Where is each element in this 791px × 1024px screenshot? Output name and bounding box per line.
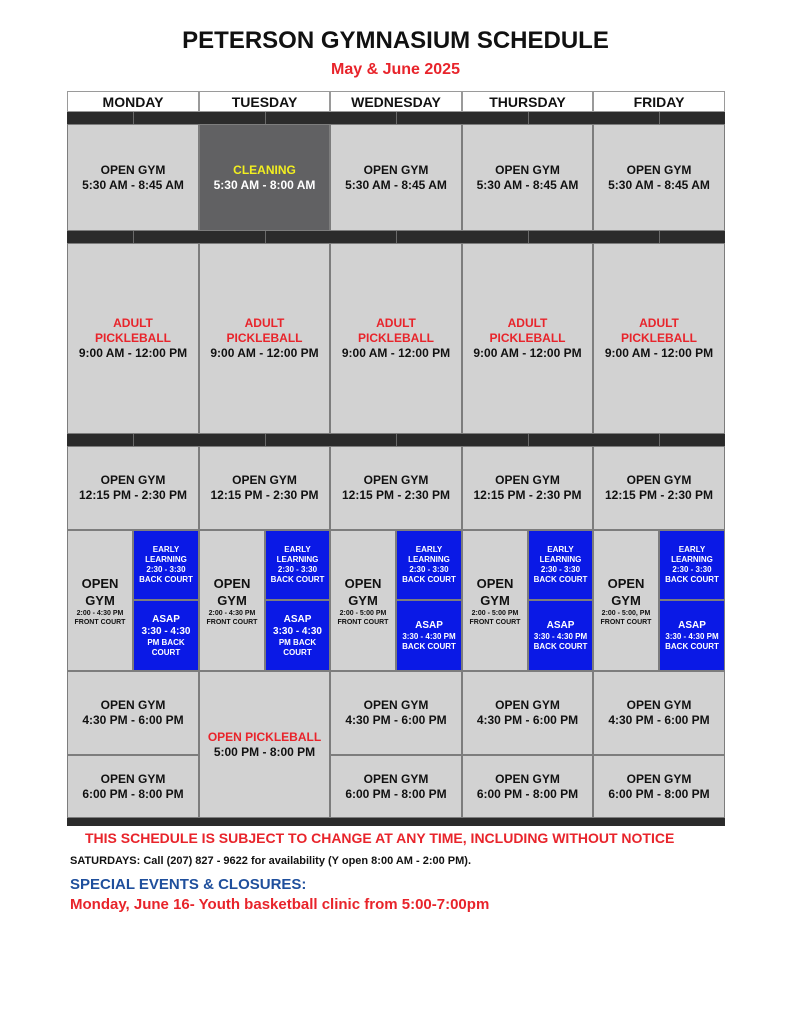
slot-wednesday-asap: [396, 600, 462, 671]
slot-label: LEARNING: [145, 555, 187, 564]
slot-label: EARLY: [284, 545, 311, 554]
slot-label: OPEN GYM: [363, 698, 429, 712]
slot-court: BACK COURT: [270, 575, 325, 584]
slot-time: 4:30 PM - 6:00 PM: [476, 713, 579, 727]
slot-label: ASAP: [678, 619, 706, 631]
slot-tuesday-early-learning: [265, 530, 330, 600]
slot-label: OPEN GYM: [363, 771, 429, 786]
page-title: PETERSON GYMNASIUM SCHEDULE: [182, 27, 609, 54]
slot-court: FRONT COURT: [206, 618, 258, 626]
slot-time: 6:00 PM - 8:00 PM: [476, 786, 579, 801]
separator-tick: [265, 231, 266, 243]
slot-time: 4:30 PM - 6:00 PM: [82, 713, 184, 727]
slot-label: OPEN GYM: [495, 698, 560, 712]
slot-monday-midday: [67, 446, 199, 530]
slot-label: ADULT: [376, 316, 416, 330]
header-wednesday: WEDNESDAY: [330, 91, 462, 112]
slot-court: BACK COURT: [533, 641, 588, 651]
slot-court: BACK COURT: [665, 575, 719, 584]
slot-time: 2:00 - 5:00 PM: [339, 609, 387, 617]
slot-time: 9:00 AM - 12:00 PM: [78, 346, 188, 360]
slot-label: ASAP: [546, 619, 575, 631]
slot-label: OPEN GYM: [232, 473, 297, 487]
slot-thursday-early-learning: [528, 530, 593, 600]
separator-tick: [659, 434, 660, 446]
slot-court: PM BACK: [278, 637, 317, 647]
slot-court: BACK COURT: [665, 641, 719, 651]
slot-thursday-midday: [462, 446, 593, 530]
slot-court: FRONT COURT: [337, 618, 389, 626]
slot-label: EARLY: [547, 545, 574, 554]
slot-wednesday-pickleball: [330, 243, 462, 434]
slot-label: OPEN GYM: [626, 162, 692, 177]
separator-tick: [659, 112, 660, 124]
slot-time: 2:00 - 5:00, PM: [601, 609, 651, 617]
header-friday: FRIDAY: [593, 91, 725, 112]
slot-label: OPEN: [81, 575, 119, 591]
slot-label: OPEN GYM: [363, 473, 429, 487]
header-tuesday: TUESDAY: [199, 91, 330, 112]
slot-monday-morning: [67, 124, 199, 231]
slot-wednesday-late: [330, 671, 462, 755]
slot-label: PICKLEBALL: [621, 331, 697, 345]
slot-time: 6:00 PM - 8:00 PM: [608, 786, 710, 801]
slot-time: 3:30 - 4:30: [273, 625, 322, 637]
slot-friday-front-court: [593, 530, 659, 671]
slot-label: ASAP: [415, 619, 443, 631]
slot-label: GYM: [611, 592, 641, 608]
slot-label: OPEN: [213, 575, 251, 591]
saturday-info: SATURDAYS: Call (207) 827 - 9622 for availability (Y open 8:00 AM - 2:00 PM).: [70, 855, 472, 867]
slot-monday-asap: [133, 600, 199, 671]
slot-time: 12:15 PM - 2:30 PM: [210, 488, 319, 502]
slot-label: OPEN PICKLEBALL: [207, 729, 322, 744]
slot-time: 2:00 - 4:30 PM: [76, 609, 124, 617]
slot-time: 6:00 PM - 8:00 PM: [82, 786, 184, 801]
slot-court: COURT: [151, 647, 181, 657]
slot-label: OPEN GYM: [363, 162, 429, 177]
slot-monday-late: [67, 671, 199, 755]
separator-tick: [265, 434, 266, 446]
separator-tick: [659, 231, 660, 243]
slot-time: 2:00 - 5:00 PM: [471, 609, 519, 617]
slot-tuesday-open-pickleball: [199, 671, 330, 818]
slot-tuesday-midday: [199, 446, 330, 530]
slot-label: EARLY: [152, 545, 180, 554]
slot-friday-early-learning: [659, 530, 725, 600]
slot-time: 5:00 PM - 8:00 PM: [213, 744, 316, 759]
separator-tick: [528, 112, 529, 124]
slot-label: LEARNING: [539, 555, 582, 564]
slot-label: ADULT: [639, 316, 679, 330]
slot-friday-late: [593, 671, 725, 755]
slot-label: OPEN GYM: [626, 698, 692, 712]
slot-time: 2:00 - 4:30 PM: [208, 609, 256, 617]
slot-label: EARLY: [415, 545, 443, 554]
slot-friday-asap: [659, 600, 725, 671]
slot-label: ASAP: [152, 613, 180, 625]
slot-time: 12:15 PM - 2:30 PM: [341, 488, 451, 502]
slot-time: 6:00 PM - 8:00 PM: [345, 786, 447, 801]
slot-label: CLEANING: [233, 162, 296, 177]
slot-friday-pickleball: [593, 243, 725, 434]
slot-court: BACK COURT: [533, 575, 588, 584]
slot-time: 2:30 - 3:30: [672, 565, 712, 574]
slot-thursday-morning: [462, 124, 593, 231]
slot-court: FRONT COURT: [469, 618, 521, 626]
slot-time: 9:00 AM - 12:00 PM: [604, 346, 714, 360]
slot-time: 12:15 PM - 2:30 PM: [473, 488, 582, 502]
slot-time: 2:30 - 3:30: [146, 565, 186, 574]
slot-time: 5:30 AM - 8:45 AM: [476, 177, 579, 192]
slot-label: LEARNING: [671, 555, 713, 564]
slot-wednesday-early-learning: [396, 530, 462, 600]
slot-thursday-asap: [528, 600, 593, 671]
slot-court: BACK COURT: [139, 575, 193, 584]
slot-tuesday-pickleball: [199, 243, 330, 434]
slot-label: PICKLEBALL: [95, 331, 171, 345]
slot-wednesday-front-court: [330, 530, 396, 671]
separator-tick: [265, 112, 266, 124]
separator-tick: [133, 434, 134, 446]
separator-bar: [67, 818, 725, 826]
slot-time: 2:30 - 3:30: [277, 565, 318, 574]
header-monday: MONDAY: [67, 91, 199, 112]
slot-time: 9:00 AM - 12:00 PM: [210, 346, 319, 360]
slot-friday-midday: [593, 446, 725, 530]
slot-label: OPEN GYM: [626, 473, 692, 487]
separator-tick: [133, 231, 134, 243]
slot-label: PICKLEBALL: [226, 331, 303, 345]
separator-tick: [133, 112, 134, 124]
slot-label: OPEN GYM: [495, 771, 560, 786]
slot-time: 5:30 AM - 8:45 AM: [345, 177, 447, 192]
slot-monday-early-learning: [133, 530, 199, 600]
slot-tuesday-front-court: [199, 530, 265, 671]
slot-label: EARLY: [678, 545, 706, 554]
slot-wednesday-midday: [330, 446, 462, 530]
slot-monday-front-court: [67, 530, 133, 671]
slot-time: 12:15 PM - 2:30 PM: [604, 488, 714, 502]
slot-label: OPEN GYM: [100, 473, 166, 487]
slot-court: BACK COURT: [402, 641, 456, 651]
slot-label: OPEN GYM: [100, 698, 166, 712]
slot-monday-pickleball: [67, 243, 199, 434]
slot-time: 4:30 PM - 6:00 PM: [345, 713, 447, 727]
slot-thursday-evening: [462, 755, 593, 818]
slot-time: 9:00 AM - 12:00 PM: [341, 346, 451, 360]
slot-court: COURT: [283, 647, 312, 657]
separator-tick: [396, 434, 397, 446]
slot-thursday-front-court: [462, 530, 528, 671]
separator-tick: [396, 112, 397, 124]
slot-label: LEARNING: [408, 555, 450, 564]
special-event-item: Monday, June 16- Youth basketball clinic from 5:00-7:00pm: [70, 896, 490, 913]
slot-monday-evening: [67, 755, 199, 818]
slot-label: ADULT: [507, 316, 548, 330]
slot-label: OPEN: [476, 575, 514, 591]
special-events-heading: SPECIAL EVENTS & CLOSURES:: [70, 876, 307, 893]
slot-label: OPEN GYM: [100, 771, 166, 786]
slot-wednesday-evening: [330, 755, 462, 818]
slot-label: GYM: [217, 592, 247, 608]
slot-time: 3:30 - 4:30 PM: [665, 631, 719, 641]
slot-thursday-pickleball: [462, 243, 593, 434]
slot-label: OPEN GYM: [495, 473, 560, 487]
slot-time: 9:00 AM - 12:00 PM: [473, 346, 582, 360]
slot-label: OPEN GYM: [495, 162, 560, 177]
slot-time: 5:30 AM - 8:45 AM: [82, 177, 184, 192]
slot-tuesday-cleaning: [199, 124, 330, 231]
slot-time: 5:30 AM - 8:00 AM: [213, 177, 316, 192]
schedule-grid: [67, 91, 725, 826]
separator-tick: [396, 231, 397, 243]
slot-tuesday-asap: [265, 600, 330, 671]
separator-tick: [528, 231, 529, 243]
slot-court: BACK COURT: [402, 575, 456, 584]
slot-label: ASAP: [283, 613, 312, 625]
slot-court: FRONT COURT: [600, 618, 652, 626]
slot-time: 3:30 - 4:30 PM: [533, 631, 588, 641]
slot-wednesday-morning: [330, 124, 462, 231]
slot-label: PICKLEBALL: [358, 331, 434, 345]
slot-time: 3:30 - 4:30: [141, 625, 191, 637]
slot-thursday-late: [462, 671, 593, 755]
slot-time: 12:15 PM - 2:30 PM: [78, 488, 188, 502]
change-notice: THIS SCHEDULE IS SUBJECT TO CHANGE AT ANY TIME, INCLUDING WITHOUT NOTICE: [85, 830, 675, 846]
slot-label: GYM: [348, 592, 378, 608]
slot-label: OPEN GYM: [626, 771, 692, 786]
slot-label: PICKLEBALL: [489, 331, 566, 345]
slot-time: 4:30 PM - 6:00 PM: [608, 713, 710, 727]
slot-label: ADULT: [113, 316, 153, 330]
slot-label: OPEN: [607, 575, 645, 591]
page-subtitle: May & June 2025: [331, 61, 460, 78]
slot-court: PM BACK: [147, 637, 185, 647]
slot-label: LEARNING: [276, 555, 319, 564]
slot-label: GYM: [85, 592, 115, 608]
slot-time: 3:30 - 4:30 PM: [402, 631, 456, 641]
slot-label: OPEN: [344, 575, 382, 591]
slot-label: ADULT: [244, 316, 285, 330]
slot-time: 5:30 AM - 8:45 AM: [608, 177, 710, 192]
slot-court: FRONT COURT: [74, 618, 126, 626]
slot-label: OPEN GYM: [100, 162, 166, 177]
header-thursday: THURSDAY: [462, 91, 593, 112]
slot-label: GYM: [480, 592, 510, 608]
slot-friday-morning: [593, 124, 725, 231]
slot-friday-evening: [593, 755, 725, 818]
slot-time: 2:30 - 3:30: [540, 565, 581, 574]
slot-time: 2:30 - 3:30: [409, 565, 449, 574]
separator-tick: [528, 434, 529, 446]
